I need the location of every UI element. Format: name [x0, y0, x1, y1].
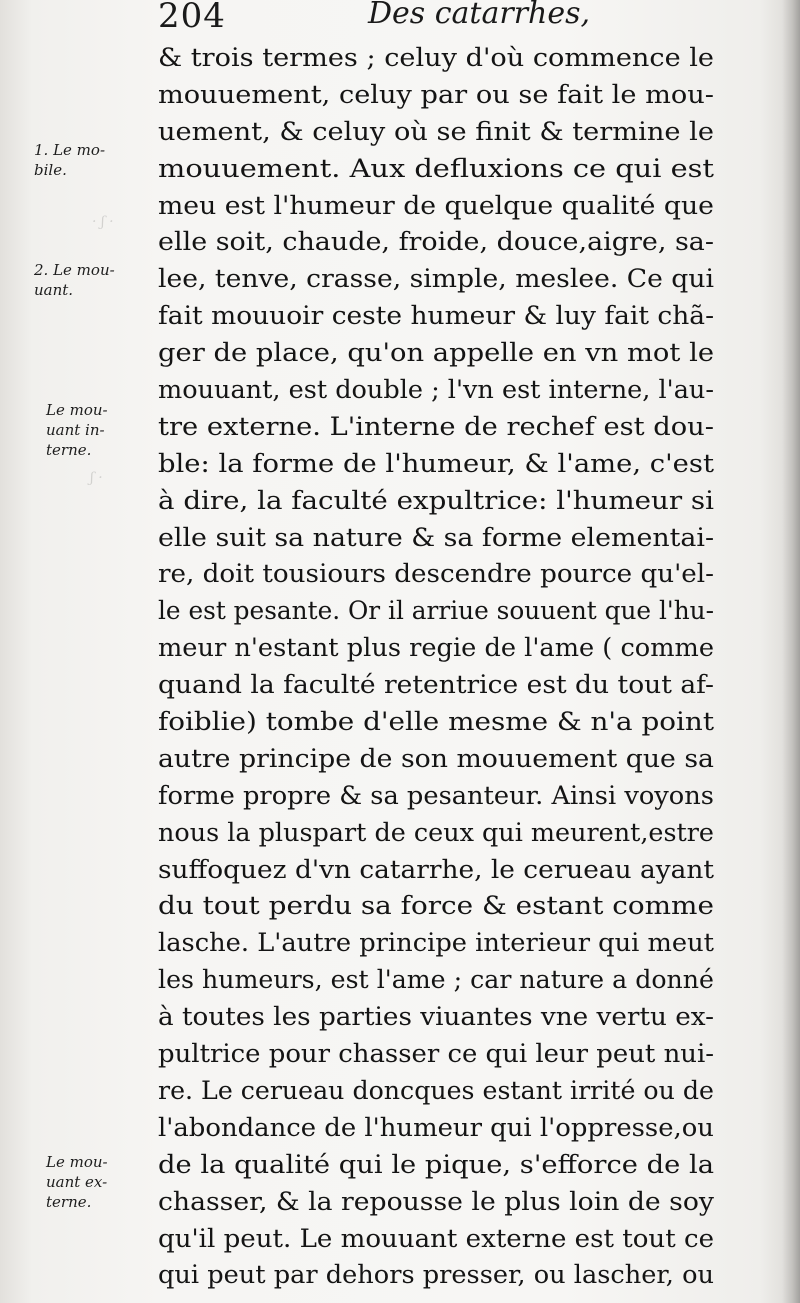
body-text — [158, 40, 718, 1294]
text-line: tre externe. L'interne de rechef est dou- — [158, 411, 714, 441]
text-line: fait mouuoir ceste humeur & luy fait chã- — [158, 301, 715, 331]
page-number: 204 — [158, 0, 226, 36]
margin-note-line: Le mou- — [46, 401, 108, 419]
text-line: uement, & celuy où se finit & termine le — [158, 116, 715, 146]
text-line: qui peut par dehors presser, ou lascher, ou — [158, 1260, 714, 1290]
text-line: ger de place, qu'on appelle en vn mot le — [158, 338, 715, 368]
text-line: quand la faculté retentrice est du tout af- — [158, 670, 715, 700]
text-line: mouuement. Aux defluxions ce qui est — [158, 153, 715, 183]
text-line: lee, tenve, crasse, simple, meslee. Ce qui — [158, 264, 714, 294]
margin-note-line: bile. — [34, 161, 67, 179]
text-line: lasche. L'autre principe interieur qui meut — [158, 928, 714, 958]
text-line: suffoquez d'vn catarrhe, le cerueau ayant — [158, 854, 715, 884]
margin-note-line: terne. — [46, 441, 92, 459]
text-line: de la qualité qui le pique, s'efforce de la — [158, 1149, 715, 1179]
text-line: nous la pluspart de ceux qui meurent,estre — [158, 817, 714, 847]
text-line: re. Le cerueau doncques estant irrité ou de — [158, 1075, 715, 1105]
text-line: les humeurs, est l'ame ; car nature a donné — [158, 965, 714, 995]
text-line: elle suit sa nature & sa forme elementai- — [158, 522, 715, 552]
margin-note-line: Le mou- — [46, 1153, 108, 1171]
margin-note-line: 2. Le mou- — [34, 261, 115, 279]
margin-note-line: terne. — [46, 1193, 92, 1211]
text-line: mouuement, celuy par ou se fait le mou- — [158, 79, 715, 109]
text-line: le est pesante. Or il arriue souuent que l'hu- — [158, 596, 714, 626]
page-header — [158, 0, 728, 40]
text-line: re, doit tousiours descendre pource qu'el- — [158, 559, 714, 589]
margin-note-line: 1. Le mo- — [34, 141, 106, 159]
text-line: à dire, la faculté expultrice: l'humeur si — [158, 485, 714, 515]
text-line: & trois termes ; celuy d'où commence le — [158, 43, 714, 72]
margin-note-line: uant. — [34, 281, 74, 299]
page-edge-shadow — [782, 0, 800, 1303]
margin-note-mouvant-externe — [46, 1152, 158, 1212]
text-line: ble: la forme de l'humeur, & l'ame, c'est — [158, 448, 714, 478]
margin-note-mouvant-interne — [46, 400, 158, 460]
text-line: meur n'estant plus regie de l'ame ( comme — [158, 633, 714, 663]
text-line: qu'il peut. Le mouuant externe est tout ce — [158, 1223, 715, 1253]
bleed-through-mark: ʃ · — [90, 470, 103, 486]
text-line: à toutes les parties viuantes vne vertu ex- — [158, 1002, 715, 1032]
text-line: mouuant, est double ; l'vn est interne, l'au- — [158, 375, 714, 405]
margin-note-line: uant in- — [46, 421, 105, 439]
text-line: meu est l'humeur de quelque qualité que — [158, 190, 714, 220]
margin-note-mobile — [34, 140, 146, 180]
text-line: elle soit, chaude, froide, douce,aigre, sa- — [158, 227, 714, 257]
margin-note-line: uant ex- — [46, 1173, 108, 1191]
text-line: foiblie) tombe d'elle mesme & n'a point — [158, 707, 715, 737]
text-line: du tout perdu sa force & estant comme — [158, 891, 714, 921]
margin-notes — [0, 0, 150, 1303]
text-line: pultrice pour chasser ce qui leur peut nui- — [158, 1039, 715, 1069]
text-line: forme propre & sa pesanteur. Ainsi voyons — [158, 780, 714, 810]
margin-note-mouvant — [34, 260, 146, 300]
text-line: autre principe de son mouuement que sa — [158, 743, 714, 773]
running-head: Des catarrhes, — [368, 0, 591, 31]
text-line: l'abondance de l'humeur qui l'oppresse,ou — [158, 1112, 714, 1142]
bleed-through-mark: · ʃ · — [92, 214, 114, 230]
text-line: chasser, & la repousse le plus loin de soy — [158, 1186, 714, 1216]
